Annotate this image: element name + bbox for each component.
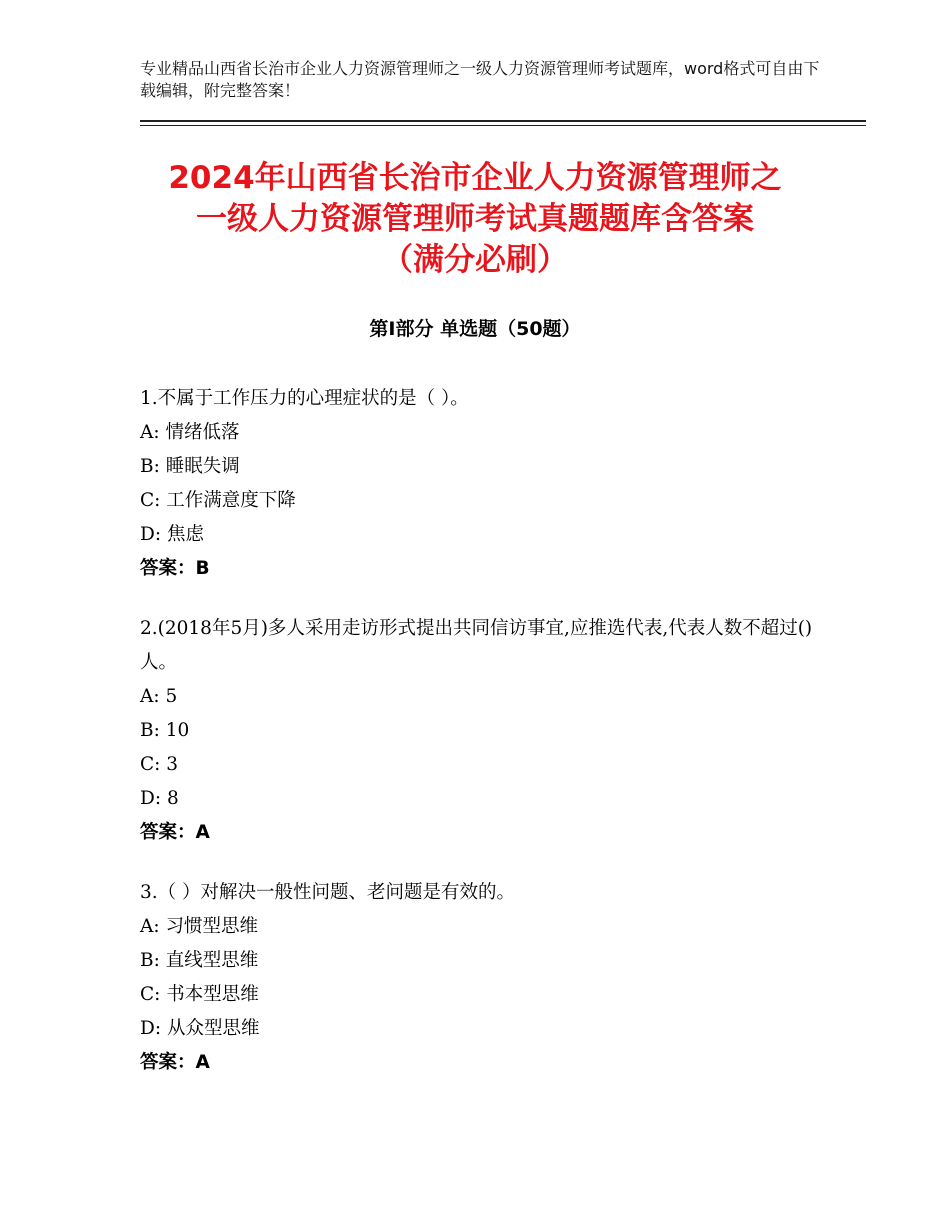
section-title: 第Ⅰ部分 单选题（50题） (369, 318, 581, 340)
option-b: B: 直线型思维 (140, 950, 259, 971)
header-divider-thick (140, 120, 866, 122)
header-note: 专业精品山西省长治市企业人力资源管理师之一级人力资源管理师考试题库，word格式可自由下载编辑，附完整答案！ (140, 59, 820, 100)
option-c: C: 工作满意度下降 (140, 490, 296, 511)
option-a: A: 习惯型思维 (140, 916, 258, 937)
question-1 (140, 382, 820, 586)
header-divider-thin (140, 125, 866, 126)
document-title-line-3: （满分必刷） (382, 242, 568, 278)
option-c: C: 书本型思维 (140, 984, 259, 1005)
answer: 答案：A (140, 822, 210, 843)
option-d: D: 8 (140, 788, 179, 809)
option-b: B: 10 (140, 720, 190, 741)
answer: 答案：B (140, 558, 210, 579)
option-d: D: 从众型思维 (140, 1018, 260, 1039)
option-b: B: 睡眠失调 (140, 456, 240, 477)
question-3 (140, 876, 820, 1080)
question-list (140, 382, 820, 1106)
document-title (100, 158, 850, 281)
question-stem: 2.(2018年5月)多人采用走访形式提出共同信访事宜,应推选代表,代表人数不超过()人。 (140, 618, 813, 673)
question-2 (140, 612, 820, 850)
option-d: D: 焦虑 (140, 524, 204, 545)
question-stem: 3.（ ）对解决一般性问题、老问题是有效的。 (140, 882, 516, 903)
option-a: A: 情绪低落 (140, 422, 240, 443)
option-c: C: 3 (140, 754, 179, 775)
document-title-line-1: 2024年山西省长治市企业人力资源管理师之 (168, 160, 782, 196)
option-a: A: 5 (140, 686, 178, 707)
answer: 答案：A (140, 1052, 210, 1073)
question-stem: 1.不属于工作压力的心理症状的是（ ）。 (140, 388, 469, 409)
document-title-line-2: 一级人力资源管理师考试真题题库含答案 (196, 201, 754, 237)
